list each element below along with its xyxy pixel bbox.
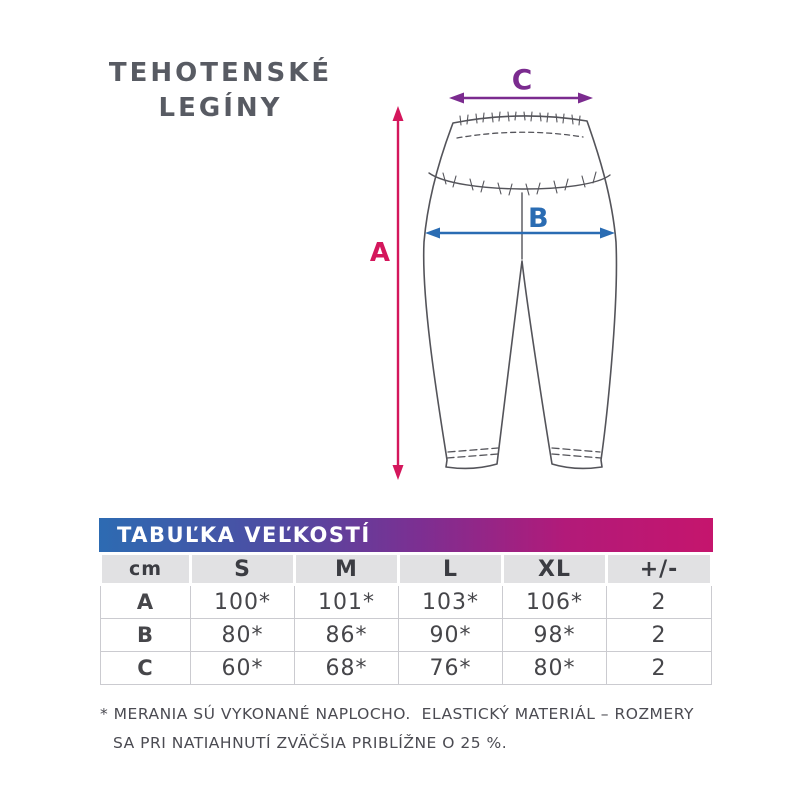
table-row-b (101, 619, 712, 652)
leggings-drawing (424, 112, 617, 468)
cell-c-xl: 80* (503, 652, 607, 685)
size-table-section (99, 518, 713, 685)
cell-a-xl: 106* (503, 585, 607, 619)
table-row-a (101, 585, 712, 619)
col-header-s: S (191, 554, 295, 585)
footnote-line2: SA PRI NATIAHNUTÍ ZVÄČŠIA PRIBLÍŽNE O 25 %. (113, 734, 508, 752)
row-label-c: C (101, 652, 191, 685)
measure-a-label: A (369, 238, 390, 268)
footnote-line1: * MERANIA SÚ VYKONANÉ NAPLOCHO. ELASTICKÝ MATERIÁL – ROZMERY (100, 705, 694, 723)
measure-a-arrow (370, 106, 404, 480)
measure-c-arrow (449, 63, 593, 104)
measure-b-arrow (425, 203, 615, 239)
cell-b-tolerance: 2 (607, 619, 712, 652)
table-title-bar (99, 518, 713, 552)
cell-b-m: 86* (295, 619, 399, 652)
table-header-row (101, 554, 712, 585)
table-title: TABUĽKA VEĽKOSTÍ (117, 523, 371, 547)
measure-c-label: C (511, 63, 533, 96)
cell-c-m: 68* (295, 652, 399, 685)
size-table (99, 553, 713, 685)
cell-c-l: 76* (399, 652, 503, 685)
cell-b-xl: 98* (503, 619, 607, 652)
cell-a-m: 101* (295, 585, 399, 619)
footnote (100, 700, 730, 758)
cell-a-tolerance: 2 (607, 585, 712, 619)
table-row-c (101, 652, 712, 685)
page-title-line1: TEHOTENSKÉ (108, 58, 333, 88)
col-header-tolerance: +/- (607, 554, 712, 585)
row-label-a: A (101, 585, 191, 619)
cell-a-s: 100* (191, 585, 295, 619)
col-header-l: L (399, 554, 503, 585)
row-label-b: B (101, 619, 191, 652)
cell-b-s: 80* (191, 619, 295, 652)
col-header-unit: cm (101, 554, 191, 585)
cell-b-l: 90* (399, 619, 503, 652)
col-header-xl: XL (503, 554, 607, 585)
cell-c-s: 60* (191, 652, 295, 685)
cell-a-l: 103* (399, 585, 503, 619)
col-header-m: M (295, 554, 399, 585)
cell-c-tolerance: 2 (607, 652, 712, 685)
measure-b-label: B (528, 203, 549, 234)
page-title (88, 56, 353, 126)
page-title-line2: LEGÍNY (158, 93, 283, 123)
leggings-diagram (345, 50, 685, 500)
